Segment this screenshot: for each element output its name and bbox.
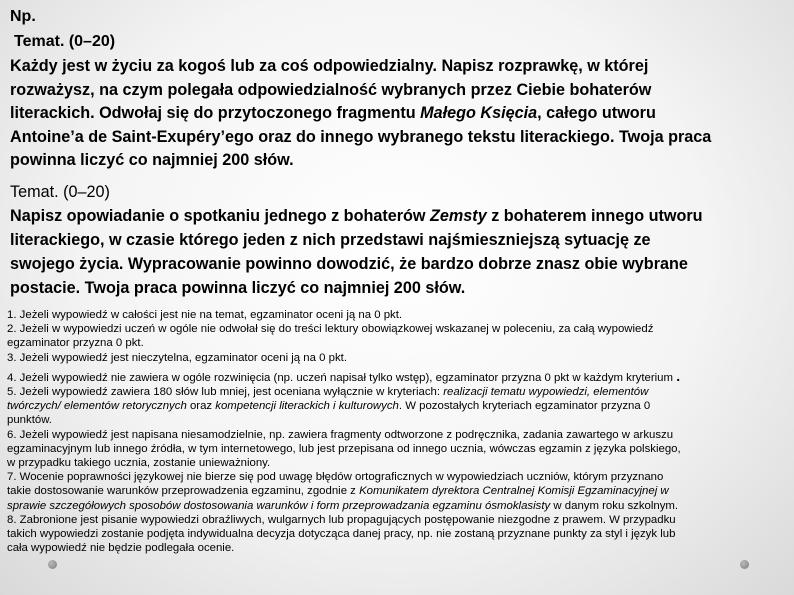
rule-2-cont: egzaminator przyzna 0 pkt. (7, 337, 144, 350)
topic-1-line: rozważysz, na czym polegała odpowiedzialność wybranych przez Ciebie bohaterów (10, 80, 652, 99)
rule-7: 7. Wocenie poprawności językowej nie bierze się pod uwagę błędów ortograficznych w wypowiedziach uczniów, którym przyznano (7, 471, 664, 484)
topic-1-line: literackich. Odwołaj się do przytoczonego fragmentu Małego Księcia, całego utworu (10, 104, 656, 122)
topic-2-line: postacie. Twoja praca powinna liczyć co najmniej 200 słów. (10, 279, 466, 297)
rule-1: 1. Jeżeli wypowiedź w całości jest nie na temat, egzaminator oceni ją na 0 pkt. (7, 309, 403, 321)
rule-5: 5. Jeżeli wypowiedź zawiera 180 słów lub mniej, jest oceniana wyłącznie w kryteriach: realizacji tematu wypowiedzi, elementów (7, 386, 649, 399)
rule-4: 4. Jeżeli wypowiedź nie zawiera w ogóle rozwinięcia (np. uczeń napisał tylko wstęp), egzaminator przyzna 0 pkt w każdym kryterium . (7, 367, 681, 384)
rule-8-cont: cała wypowiedź nie będzie podlegała ocenie. (7, 542, 235, 555)
rule-5-cont: punktów. (7, 414, 52, 427)
rule-8-cont: takich wypowiedzi zostanie podjęta indywidualna decyzja dotycząca danej pracy, np. nie zostaną przyznane punkty za styl i język lub (7, 528, 676, 541)
rule-6-cont: w przypadku takiego ucznia, zostanie unieważniony. (7, 457, 271, 470)
topic-2-line: literackiego, w czasie którego jeden z nich przedstawi najśmieszniejszą sytuację ze (10, 231, 651, 249)
rule-6-cont: egzaminacyjnym lub innego źródła, w tym internetowego, lub jest przepisana od innego ucznia, wówczas egzamin z języka polskiego, (7, 442, 681, 455)
topic-1-title: Temat. (0–20) (14, 33, 116, 50)
book-title-maly-ksiaze: Małego Księcia (420, 104, 538, 122)
topic-2-line: Napisz opowiadanie o spotkaniu jednego z bohaterów Zemsty z bohaterem innego utworu (10, 207, 703, 225)
decor-dot-right (740, 560, 749, 569)
topic-1-line: Antoine’a de Saint-Exupéry’ego oraz do innego wybranego tekstu literackiego. Twoja praca (10, 127, 712, 146)
decor-dot-left (48, 560, 57, 569)
topic-2-line: swojego życia. Wypracowanie powinno dowodzić, że bardzo dobrze znasz obie wybrane (10, 255, 688, 273)
rule-6: 6. Jeżeli wypowiedź jest napisana niesamodzielnie, np. zawiera fragmenty odtworzone z podręcznika, zadania zawartego w arkuszu (7, 428, 674, 441)
topic-2-text (10, 180, 794, 300)
rule-7-cont: sprawie szczegółowych sposobów dostosowania warunków i form przeprowadzania egzaminu ósmoklasisty w danym roku szkolnym. (7, 499, 679, 512)
rule-7-cont: takie dostosowanie warunków przeprowadzenia egzaminu, zgodnie z Komunikatem dyrektora Centralnej Komisji Egzaminacyjnej w (7, 485, 669, 498)
rule-8: 8. Zabronione jest pisanie wypowiedzi obraźliwych, wulgarnych lub propagujących postępowanie niezgodne z prawem. W przypadku (7, 513, 676, 526)
topic-2-title: Temat. (0–20) (10, 183, 110, 201)
topic-1-line: Każdy jest w życiu za kogoś lub za coś odpowiedzialny. Napisz rozprawkę, w której (10, 57, 649, 75)
rule-5-cont: twórczych/ elementów retorycznych oraz kompetencji literackich i kulturowych. W pozostałych kryteriach egzaminator przyzna 0 (7, 400, 651, 413)
book-title-zemsta: Zemsty (430, 207, 487, 225)
rule-3: 3. Jeżeli wypowiedź jest nieczytelna, egzaminator oceni ją na 0 pkt. (7, 351, 348, 364)
topic-1-line: powinna liczyć co najmniej 200 słów. (10, 151, 294, 169)
topic-1-text (10, 55, 794, 173)
rule-2: 2. Jeżeli w wypowiedzi uczeń w ogóle nie odwołał się do treści lektury obowiązkowej wskazanej w poleceniu, za całą wypowiedź (7, 323, 654, 336)
np-label: Np. (10, 8, 36, 25)
grading-rules (7, 308, 791, 555)
